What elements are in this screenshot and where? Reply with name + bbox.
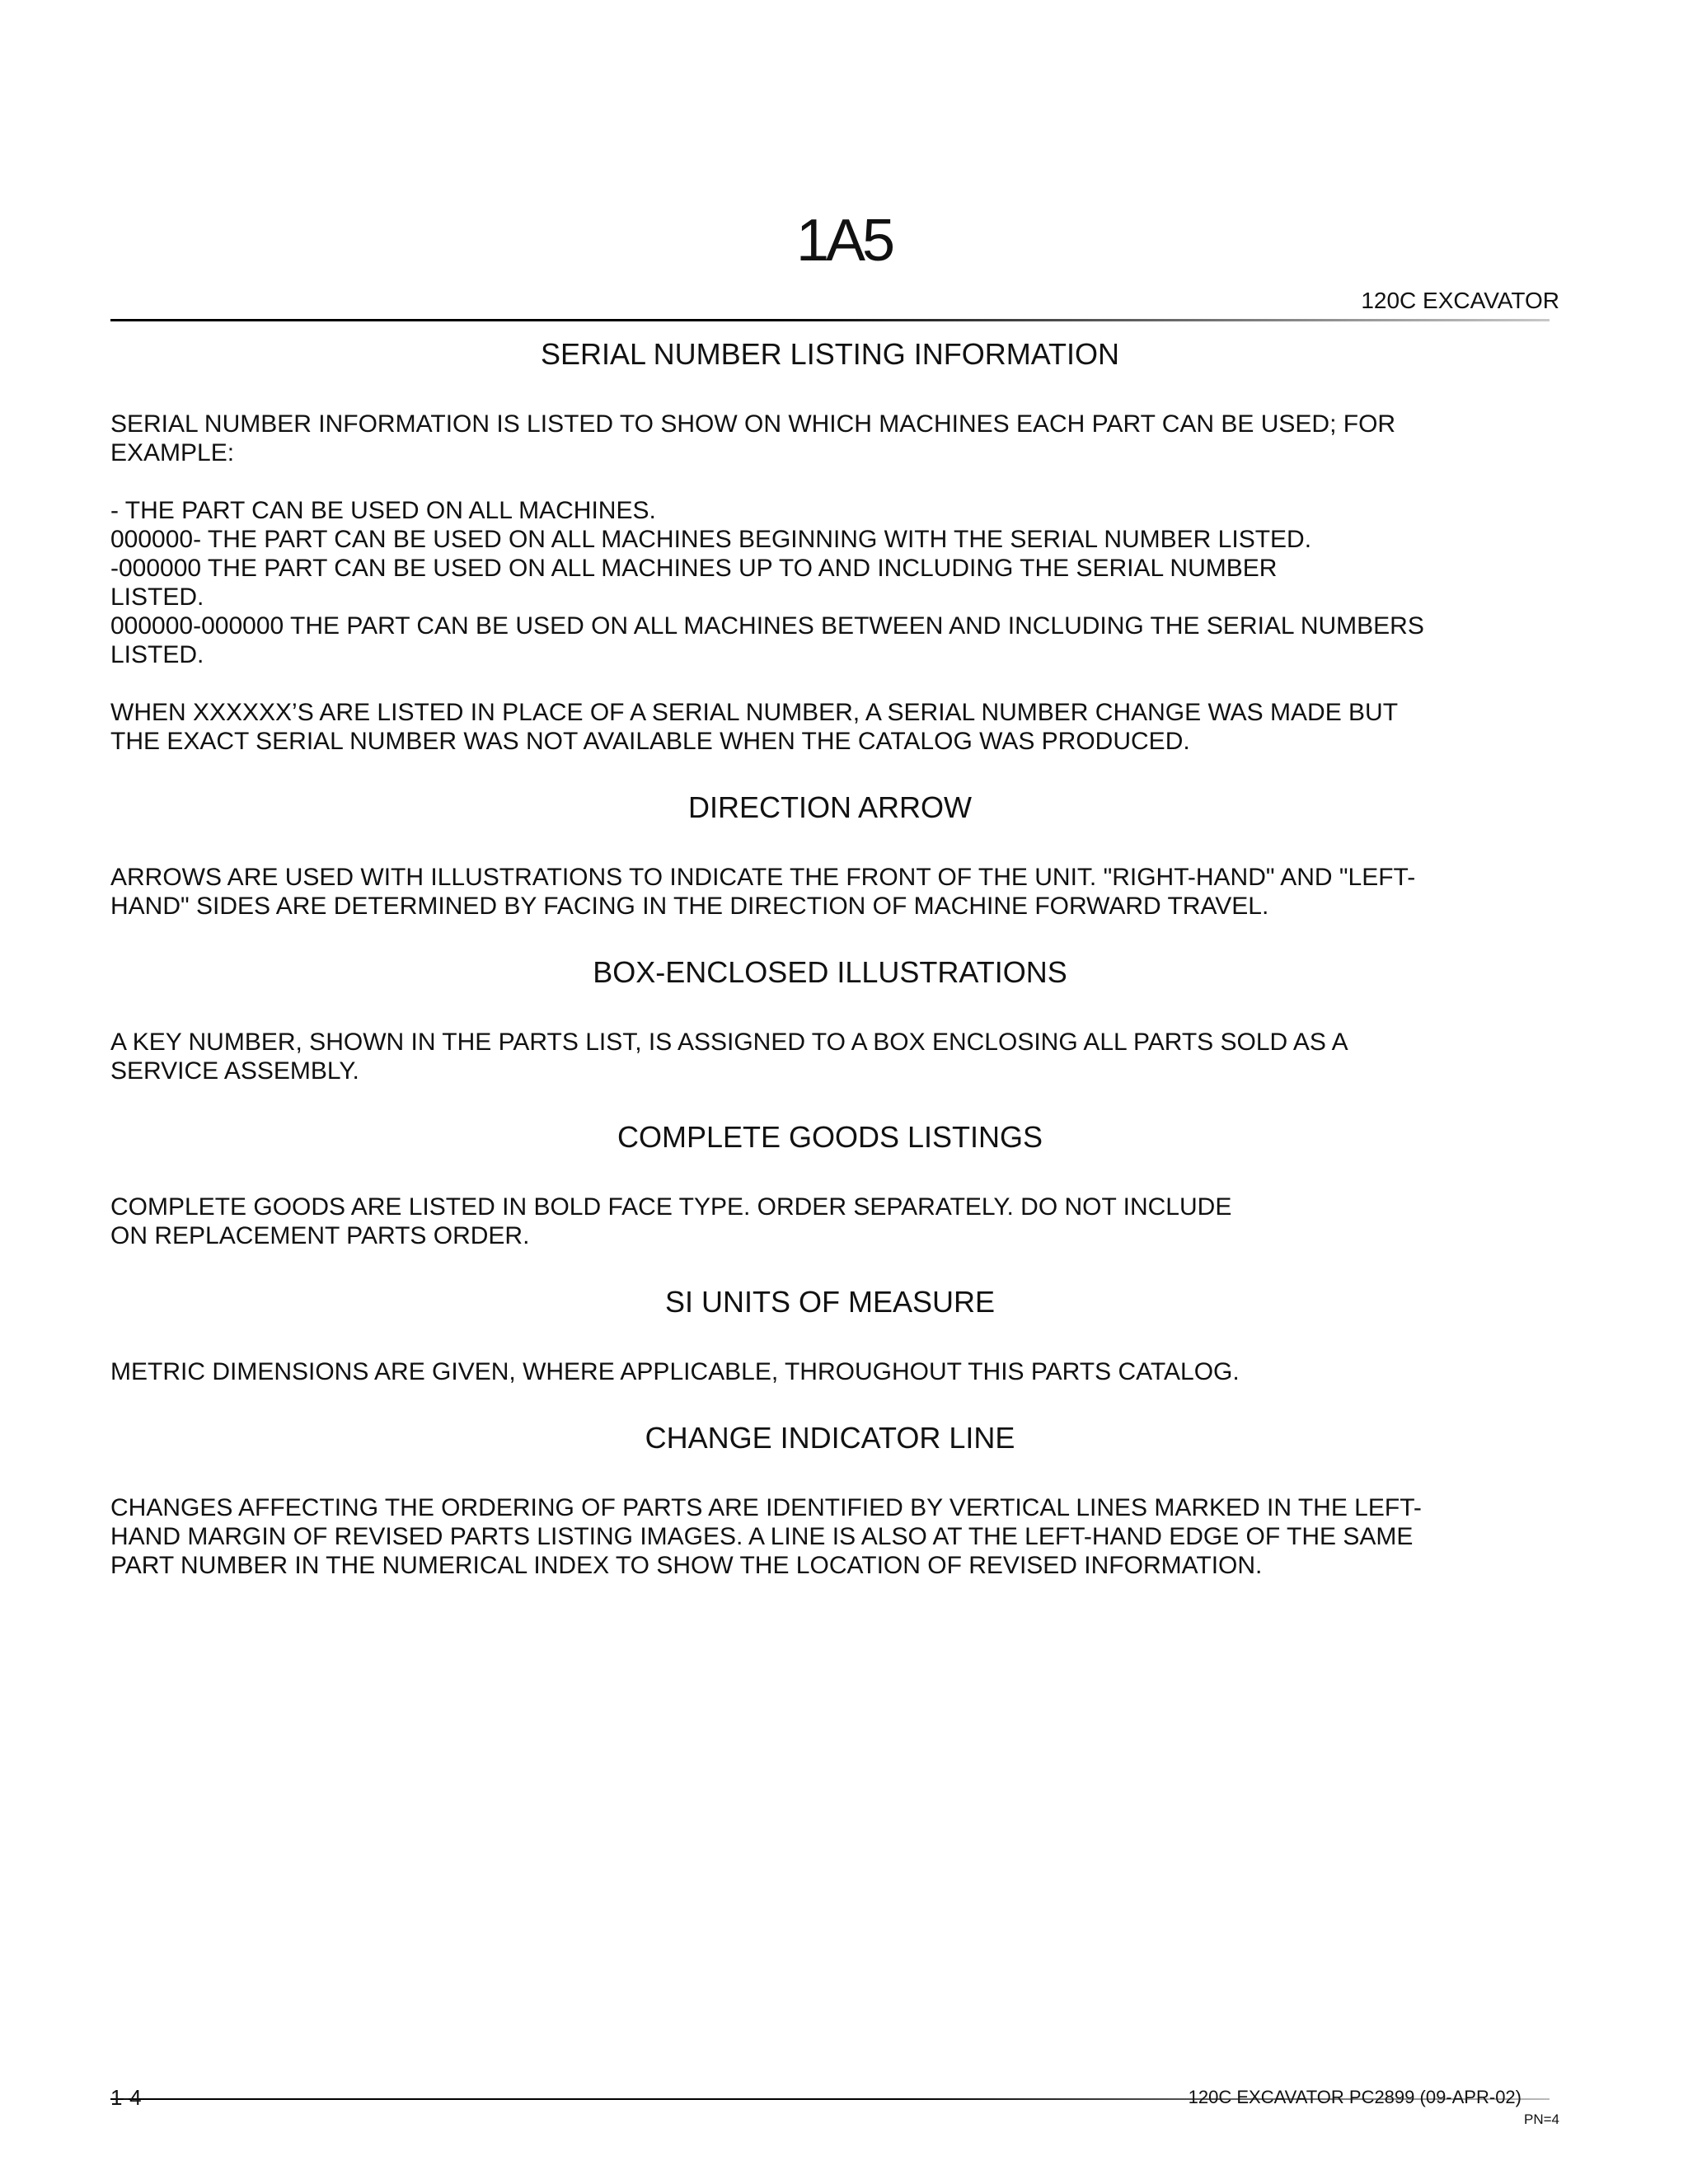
- section-title-si: SI UNITS OF MEASURE: [664, 1285, 996, 1319]
- document-body: [110, 332, 1550, 1580]
- footer-document-reference: 120C EXCAVATOR PC2899 (09-APR-02): [1188, 2087, 1522, 2107]
- complete-goods-section: [110, 1115, 1550, 1250]
- complete-text: COMPLETE GOODS ARE LISTED IN BOLD FACE TYPE. ORDER SEPARATELY. DO NOT INCLUDE ON REPLACEMENT PARTS ORDER.: [110, 1193, 1232, 1249]
- page-code: 1A5: [795, 208, 893, 274]
- box-enclosed-section: [110, 950, 1550, 1085]
- direction-arrow-section: [110, 785, 1550, 921]
- change-indicator-section: [110, 1416, 1550, 1580]
- direction-text: ARROWS ARE USED WITH ILLUSTRATIONS TO INDICATE THE FRONT OF THE UNIT. "RIGHT-HAND" AND "LEFT- HAND" SIDES ARE DETERMINED BY FACING IN THE DIRECTION OF MACHINE FORWARD TRAVEL.: [110, 864, 1416, 920]
- serial-intro-text: SERIAL NUMBER INFORMATION IS LISTED TO SHOW ON WHICH MACHINES EACH PART CAN BE USED; FOR EXAMPLE:: [110, 410, 1396, 466]
- serial-examples-text: - THE PART CAN BE USED ON ALL MACHINES. 000000- THE PART CAN BE USED ON ALL MACHINES BEGINNING WITH THE SERIAL NUMBER LISTED. -000000 THE PART CAN BE USED ON ALL MACHINES UP TO AND INCLUDING THE SERIAL NUMBER LISTED. 000000-000000 THE PART CAN BE USED ON ALL MACHINES BETWEEN AND INCLUDING THE SERIAL NUMBERS LISTED.: [110, 497, 1424, 668]
- footer-page-number: 1-4: [110, 2085, 142, 2110]
- model-header: 120C EXCAVATOR: [1361, 288, 1559, 313]
- footer-pn: PN=4: [1524, 2111, 1559, 2127]
- change-text: CHANGES AFFECTING THE ORDERING OF PARTS ARE IDENTIFIED BY VERTICAL LINES MARKED IN THE LEFT- HAND MARGIN OF REVISED PARTS LISTING IMAGES. A LINE IS ALSO AT THE LEFT-HAND EDGE OF THE SAME PART NUMBER IN THE NUMERICAL INDEX TO SHOW THE LOCATION OF REVISED INFORMATION.: [110, 1494, 1422, 1579]
- section-title-change: CHANGE INDICATOR LINE: [645, 1421, 1015, 1455]
- section-title-serial: SERIAL NUMBER LISTING INFORMATION: [540, 337, 1120, 371]
- serial-note-text: WHEN XXXXXX’S ARE LISTED IN PLACE OF A SERIAL NUMBER, A SERIAL NUMBER CHANGE WAS MADE BUT THE EXACT SERIAL NUMBER WAS NOT AVAILABLE WHEN THE CATALOG WAS PRODUCED.: [110, 699, 1399, 755]
- si-text: METRIC DIMENSIONS ARE GIVEN, WHERE APPLICABLE, THROUGHOUT THIS PARTS CATALOG.: [110, 1358, 1240, 1385]
- header-divider: [110, 319, 1550, 321]
- serial-number-section: [110, 332, 1550, 756]
- section-title-complete: COMPLETE GOODS LISTINGS: [617, 1120, 1043, 1154]
- si-units-section: [110, 1280, 1550, 1386]
- box-text: A KEY NUMBER, SHOWN IN THE PARTS LIST, IS ASSIGNED TO A BOX ENCLOSING ALL PARTS SOLD AS A SERVICE ASSEMBLY.: [110, 1029, 1348, 1085]
- section-title-direction: DIRECTION ARROW: [687, 790, 972, 824]
- section-title-box: BOX-ENCLOSED ILLUSTRATIONS: [593, 955, 1067, 989]
